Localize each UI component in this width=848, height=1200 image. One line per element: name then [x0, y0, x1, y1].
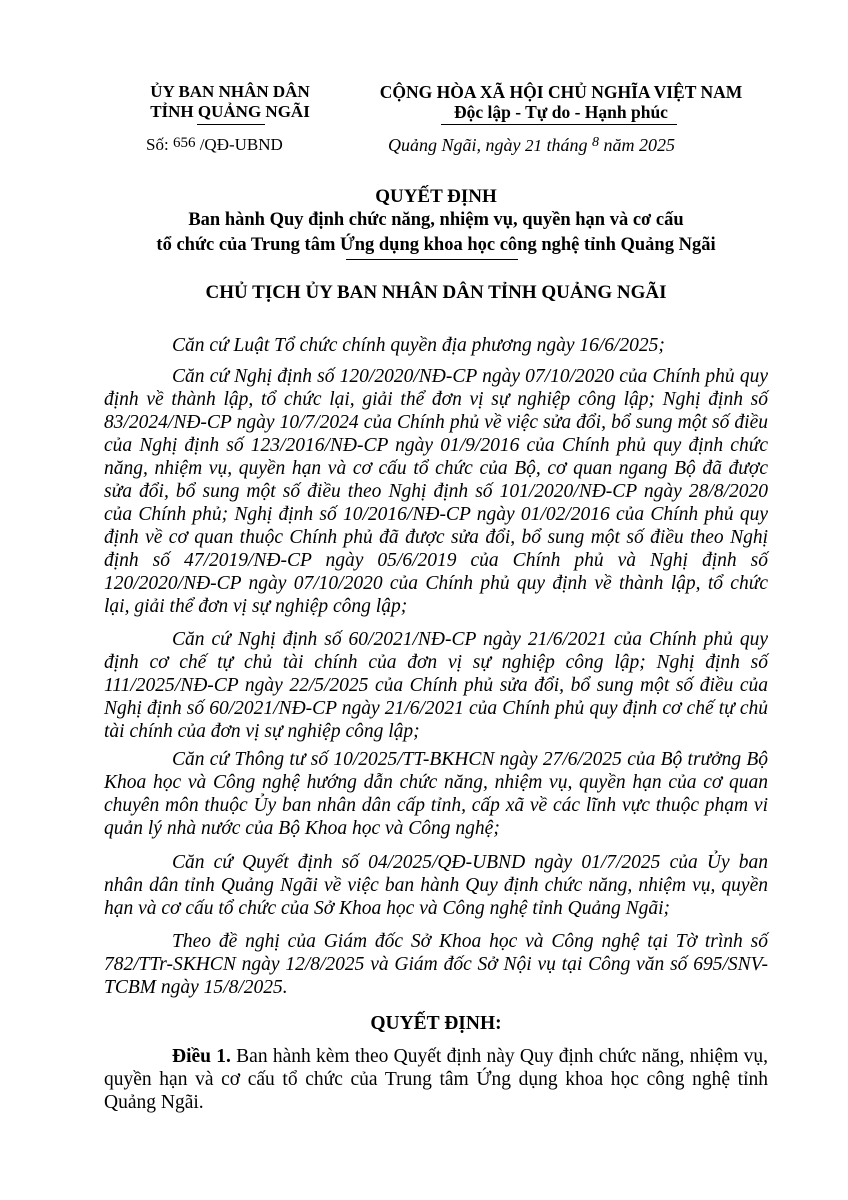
document-number	[146, 135, 346, 156]
article-1	[104, 1045, 768, 1114]
preamble-paragraph-1: Căn cứ Luật Tổ chức chính quyền địa phương ngày 16/6/2025;	[172, 335, 665, 356]
issue-date	[388, 135, 768, 158]
issuer-underline	[197, 124, 265, 125]
issuer-line-1: ỦY BAN NHÂN DÂN	[150, 82, 310, 101]
preamble-paragraph-3: Căn cứ Nghị định số 60/2021/NĐ-CP ngày 21/6/2021 của Chính phủ quy định cơ chế tự chủ tài chính của đơn vị sự nghiệp công lập; Nghị định số 111/2025/NĐ-CP ngày 22/5/2025 của Chính phủ sửa đổi, bổ sung một số điều của Nghị định số 60/2021/NĐ-CP ngày 21/6/2021 của Chính phủ quy định cơ chế tự chủ tài chính của đơn vị sự nghiệp công lập;	[104, 629, 768, 742]
date-place: Quảng Ngãi, ngày	[388, 135, 521, 155]
article-1-label: Điều 1.	[172, 1046, 231, 1067]
number-value: 656	[172, 135, 196, 151]
issuer-line-2: TỈNH QUẢNG NGÃI	[150, 102, 310, 121]
date-year: năm 2025	[603, 135, 676, 155]
document-subtitle-line-1: Ban hành Quy định chức năng, nhiệm vụ, quyền hạn và cơ cấu	[188, 210, 684, 230]
number-suffix: /QĐ-UBND	[199, 135, 283, 154]
motto-underline	[441, 124, 677, 125]
document-heading: QUYẾT ĐỊNH	[375, 186, 497, 207]
decision-heading: QUYẾT ĐỊNH:	[370, 1013, 502, 1034]
preamble-paragraph-5: Căn cứ Quyết định số 04/2025/QĐ-UBND ngày 01/7/2025 của Ủy ban nhân dân tỉnh Quảng Ngãi về việc ban hành Quy định chức năng, nhiệm vụ, quyền hạn và cơ cấu tổ chức của Sở Khoa học và Công nghệ tỉnh Quảng Ngãi;	[104, 852, 768, 919]
preamble-paragraph-2: Căn cứ Nghị định số 120/2020/NĐ-CP ngày 07/10/2020 của Chính phủ quy định về thành lập, tổ chức lại, giải thể đơn vị sự nghiệp công lập; Nghị định số 83/2024/NĐ-CP ngày 10/7/2024 của Chính phủ về việc sửa đổi, bổ sung một số điều của Nghị định số 123/2016/NĐ-CP ngày 01/9/2016 của Chính phủ quy định chức năng, nhiệm vụ, quyền hạn và cơ cấu tổ chức của Bộ, cơ quan ngang Bộ đã được sửa đổi, bổ sung một số điều theo Nghị định số 101/2020/NĐ-CP ngày 28/8/2020 của Chính phủ; Nghị định số 10/2016/NĐ-CP ngày 01/02/2016 của Chính phủ quy định về cơ quan thuộc Chính phủ đã được sửa đổi, bổ sung một số điều theo Nghị định số 47/2019/NĐ-CP ngày 05/6/2019 của Chính phủ và Nghị định số 120/2020/NĐ-CP ngày 07/10/2020 của Chính phủ quy định về thành lập, tổ chức lại, giải thể đơn vị sự nghiệp công lập;	[104, 366, 768, 617]
preamble-paragraph-4: Căn cứ Thông tư số 10/2025/TT-BKHCN ngày 27/6/2025 của Bộ trưởng Bộ Khoa học và Công nghệ hướng dẫn chức năng, nhiệm vụ, quyền hạn của cơ quan chuyên môn thuộc Ủy ban nhân dân cấp tỉnh, cấp xã về các lĩnh vực thuộc phạm vi quản lý nhà nước của Bộ Khoa học và Công nghệ;	[104, 749, 768, 839]
article-1-text: Ban hành kèm theo Quyết định này Quy định chức năng, nhiệm vụ, quyền hạn và cơ cấu tổ chức của Trung tâm Ứng dụng khoa học công nghệ tỉnh Quảng Ngãi.	[104, 1046, 768, 1113]
number-prefix: Số:	[146, 135, 169, 154]
date-month: 8	[592, 135, 600, 150]
subtitle-underline	[346, 259, 518, 260]
nation-title: CỘNG HÒA XÃ HỘI CHỦ NGHĨA VIỆT NAM	[379, 82, 743, 102]
preamble-paragraph-6: Theo đề nghị của Giám đốc Sở Khoa học và Công nghệ tại Tờ trình số 782/TTr-SKHCN ngày 12/8/2025 và Giám đốc Sở Nội vụ tại Công văn số 695/SNV-TCBM ngày 15/8/2025.	[104, 931, 768, 998]
issuing-authority: CHỦ TỊCH ỦY BAN NHÂN DÂN TỈNH QUẢNG NGÃI	[205, 282, 667, 303]
nation-motto: Độc lập - Tự do - Hạnh phúc	[454, 102, 668, 122]
date-month-word: tháng	[546, 135, 588, 155]
date-day: 21	[525, 136, 542, 155]
document-subtitle-line-2: tổ chức của Trung tâm Ứng dụng khoa học công nghệ tỉnh Quảng Ngãi	[156, 235, 716, 255]
